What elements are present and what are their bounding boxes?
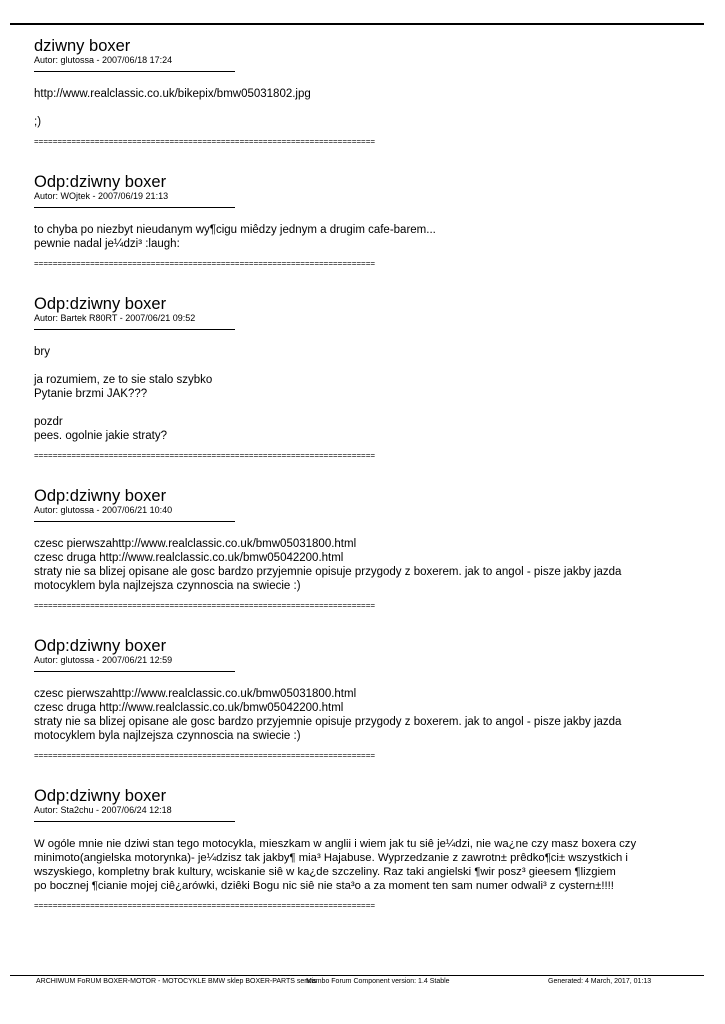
post-separator: =========================================================================	[34, 901, 376, 910]
meta-rule	[34, 329, 235, 330]
post-line: straty nie sa blizej opisane ale gosc bardzo przyjemnie opisuje przygody z boxerem. jak to angol - pisze jakby jazda	[34, 716, 622, 728]
footer-generated-date: Generated: 4 March, 2017, 01:13	[548, 978, 652, 985]
top-rule	[10, 23, 704, 25]
post-meta: Autor: Sta2chu - 2007/06/24 12:18	[34, 805, 172, 815]
post-separator: =========================================================================	[34, 137, 376, 146]
post-line: pewnie nadal je¼dzi³ :laugh:	[34, 238, 180, 250]
meta-rule	[34, 71, 235, 72]
post-meta: Autor: Bartek R80RT - 2007/06/21 09:52	[34, 313, 196, 323]
post-line: czesc druga http://www.realclassic.co.uk/bmw05042200.html	[34, 552, 344, 564]
post-title: Odp:dziwny boxer	[34, 295, 167, 313]
post	[34, 295, 704, 461]
post-line: http://www.realclassic.co.uk/bikepix/bmw05031802.jpg	[34, 88, 311, 100]
post-list	[34, 37, 704, 911]
post-line: po bocznej ¶cianie mojej ciê¿arówki, dziêki Bogu nic siê nie sta³o a za moment ten sam numer odwali³ z cystern±!!!!	[34, 880, 614, 892]
post-meta: Autor: glutossa - 2007/06/21 12:59	[34, 655, 173, 665]
footer-rule	[10, 975, 704, 976]
post-line: motocyklem byla najlzejsza czynnoscia na swiecie :)	[34, 730, 301, 742]
post-separator: =========================================================================	[34, 259, 376, 268]
post	[34, 37, 704, 147]
post-meta: Autor: WOjtek - 2007/06/19 21:13	[34, 191, 169, 201]
meta-rule	[34, 671, 235, 672]
meta-rule	[34, 207, 235, 208]
post-line: W ogóle mnie nie dziwi stan tego motocykla, mieszkam w anglii i wiem jak tu siê je¼dzi, nie wa¿ne czy masz boxera czy	[34, 838, 637, 850]
post-separator: =========================================================================	[34, 751, 376, 760]
post-line: wszyskiego, kompletny brak kultury, wciskanie siê w ka¿de szczeliny. Raz taki angielski ¶wir posz³ gieesem ¶lizgiem	[34, 866, 616, 878]
post-line: ja rozumiem, ze to sie stalo szybko	[34, 374, 213, 386]
post-title: Odp:dziwny boxer	[34, 173, 167, 191]
post-separator: =========================================================================	[34, 601, 376, 610]
meta-rule	[34, 821, 235, 822]
post-title: dziwny boxer	[34, 37, 131, 55]
post-title: Odp:dziwny boxer	[34, 487, 167, 505]
post-meta: Autor: glutossa - 2007/06/21 10:40	[34, 505, 173, 515]
post-body	[34, 223, 704, 251]
post-line: czesc pierwszahttp://www.realclassic.co.uk/bmw05031800.html	[34, 688, 357, 700]
post-body	[34, 687, 704, 743]
post-line	[34, 401, 704, 415]
post-line	[34, 359, 704, 373]
post-line: czesc druga http://www.realclassic.co.uk/bmw05042200.html	[34, 702, 344, 714]
post-line: pozdr	[34, 416, 63, 428]
meta-rule	[34, 521, 235, 522]
post	[34, 173, 704, 269]
post-line	[34, 101, 704, 115]
post-title: Odp:dziwny boxer	[34, 637, 167, 655]
post-title: Odp:dziwny boxer	[34, 787, 167, 805]
post-line: minimoto(angielska motorynka)- je¼dzisz tak jakby¶ mia³ Hajabuse. Wyprzedzanie z zawrotn± prêdko¶ci± wszystkich i	[34, 852, 628, 864]
post-meta: Autor: glutossa - 2007/06/18 17:24	[34, 55, 173, 65]
post	[34, 787, 704, 911]
post-body	[34, 87, 704, 129]
post-line: motocyklem byla najlzejsza czynnoscia na swiecie :)	[34, 580, 301, 592]
post-separator: =========================================================================	[34, 451, 376, 460]
post-line: to chyba po niezbyt nieudanym wy¶cigu miêdzy jednym a drugim cafe-barem...	[34, 224, 436, 236]
post-body	[34, 837, 704, 893]
footer-archive-title: ARCHIWUM FoRUM BOXER-MOTOR - MOTOCYKLE BMW sklep BOXER-PARTS serwis	[36, 978, 317, 985]
post-line: pees. ogolnie jakie straty?	[34, 430, 167, 442]
post-line: Pytanie brzmi JAK???	[34, 388, 148, 400]
post-line: czesc pierwszahttp://www.realclassic.co.uk/bmw05031800.html	[34, 538, 357, 550]
post	[34, 637, 704, 761]
post-line: bry	[34, 346, 50, 358]
post-line: ;)	[34, 116, 42, 128]
post-line: straty nie sa blizej opisane ale gosc bardzo przyjemnie opisuje przygody z boxerem. jak to angol - pisze jakby jazda	[34, 566, 622, 578]
footer-component-version: Mambo Forum Component version: 1.4 Stable	[306, 978, 450, 985]
post-body	[34, 537, 704, 593]
post	[34, 487, 704, 611]
post-body	[34, 345, 704, 443]
